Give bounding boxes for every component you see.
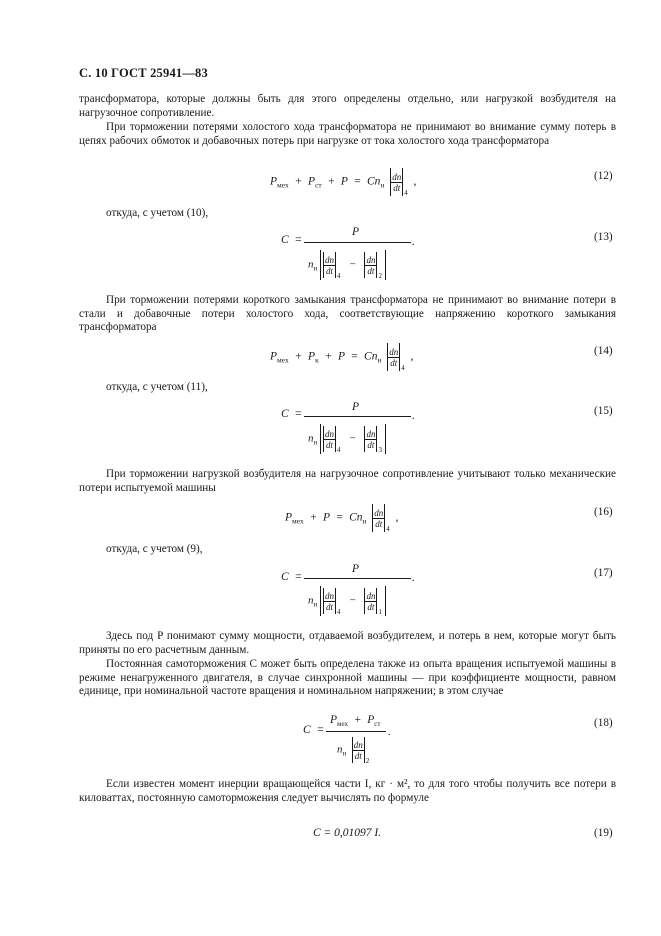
paragraph-3: При торможении потерями короткого замыкания трансформатора не принимают во внимание потери в стали и добавочные потери холостого хода, соответствующие напряжению короткого замыкания трансформатора bbox=[79, 294, 616, 334]
equation-17-denominator: $n_н$ $\frac{dn}{dt}$ $_4$ − $\frac{dn}{dt}$ $_1$ bbox=[308, 586, 386, 616]
equation-12-number: (12) bbox=[594, 170, 613, 182]
equation-18-fraction-line bbox=[326, 731, 386, 732]
page-header: С. 10 ГОСТ 25941—83 bbox=[79, 66, 208, 80]
equation-16-number: (16) bbox=[594, 506, 613, 518]
paragraph-7: Если известен момент инерции вращающейся части I, кг · м², то для того чтобы получить все потери в киловаттах, постоянную самоторможения следует вычислять по формуле bbox=[79, 778, 616, 804]
equation-18-lhs: C = bbox=[303, 724, 325, 736]
equation-13-fraction-line bbox=[304, 242, 411, 243]
paragraph-1: трансформатора, которые должны быть для этого определены отдельно, или нагрузкой возбудителя на нагрузочное сопротивление. bbox=[79, 93, 616, 119]
equation-13-period: . bbox=[412, 236, 415, 248]
equation-17-fraction-line bbox=[304, 578, 411, 579]
equation-14-number: (14) bbox=[594, 345, 613, 357]
equation-19: C = 0,01097 I. bbox=[313, 827, 382, 839]
text-line-2: откуда, с учетом (11), bbox=[106, 381, 208, 393]
equation-18-denominator: $n_н$ $\frac{dn}{dt}$ $_2$ bbox=[337, 737, 369, 765]
equation-17-lhs: C = bbox=[281, 571, 303, 583]
equation-15-lhs: C = bbox=[281, 408, 303, 420]
paragraph-6: Постоянная самоторможения C может быть определена также из опыта вращения испытуемой машины в режиме ненагруженного двигателя, в случае синхронной машины — при коэффициенте мощности, равном единице, при номинальной частоте вращения и номинальном напряжении; в этом случае bbox=[79, 658, 616, 698]
equation-17-number: (17) bbox=[594, 567, 613, 579]
equation-13-lhs: C = bbox=[281, 234, 303, 246]
paragraph-5: Здесь под P понимают сумму мощности, отдаваемой возбудителем, и потерь в нем, которые могут быть приняты по его расчетным данным. bbox=[79, 630, 616, 656]
equation-13-numerator: P bbox=[352, 226, 360, 238]
equation-17-period: . bbox=[412, 572, 415, 584]
equation-13-denominator: $n_н$ $\frac{dn}{dt}$ $_4$ − $\frac{dn}{dt}$ $_2$ bbox=[308, 250, 386, 280]
equation-12: $P_{мех} + P_{ст} + P = Cn_н$ $\frac{dn}{dt}$ $_4$ , bbox=[270, 168, 416, 197]
equation-18-numerator: $P_{мех} + P_{ст}$ bbox=[330, 714, 381, 728]
text-line-3: откуда, с учетом (9), bbox=[106, 543, 203, 555]
text-line-1: откуда, с учетом (10), bbox=[106, 207, 209, 219]
equation-18-number: (18) bbox=[594, 717, 613, 729]
equation-18-period: . bbox=[388, 726, 391, 738]
paragraph-4: При торможении нагрузкой возбудителя на нагрузочное сопротивление учитывают только механические потери испытуемой машины bbox=[79, 468, 616, 494]
equation-15-period: . bbox=[412, 410, 415, 422]
equation-15-numerator: P bbox=[352, 401, 360, 413]
equation-15-denominator: $n_н$ $\frac{dn}{dt}$ $_4$ − $\frac{dn}{dt}$ $_3$ bbox=[308, 424, 386, 454]
equation-13-number: (13) bbox=[594, 231, 613, 243]
equation-16: $P_{мех} + P = Cn_н$ $\frac{dn}{dt}$ $_4$ , bbox=[285, 504, 398, 533]
equation-14: $P_{мех} + P_к + P = Cn_н$ $\frac{dn}{dt}$ $_4$ , bbox=[270, 343, 413, 372]
equation-17-numerator: P bbox=[352, 563, 360, 575]
equation-15-number: (15) bbox=[594, 405, 613, 417]
paragraph-2: При торможении потерями холостого хода трансформатора не принимают во внимание сумму потерь в цепях рабочих обмоток и добавочных потерь при нагрузке от тока холостого хода трансформатора bbox=[79, 121, 616, 147]
equation-19-number: (19) bbox=[594, 827, 613, 839]
equation-15-fraction-line bbox=[304, 416, 411, 417]
